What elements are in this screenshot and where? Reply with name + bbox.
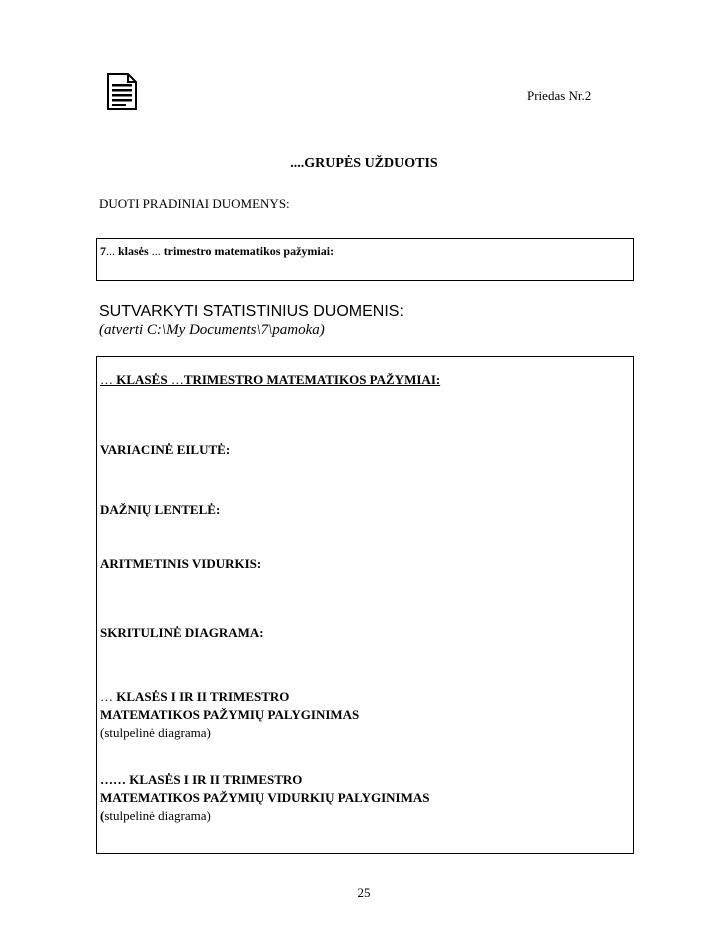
- appendix-label: Priedas Nr.2: [527, 88, 592, 103]
- section-grades: … KLASĖS …TRIMESTRO MATEMATIKOS PAŽYMIAI:: [100, 372, 441, 387]
- section-variation-series: VARIACINĖ EILUTĖ:: [100, 442, 231, 457]
- page-number: 25: [357, 885, 371, 900]
- section-pie-chart: SKRITULINĖ DIAGRAMA:: [100, 625, 264, 640]
- section-mean-comparison: …… KLASĖS I IR II TRIMESTRO MATEMATIKOS PAŽYMIŲ VIDURKIŲ PALYGINIMAS (stulpelinė diagrama): [100, 772, 430, 823]
- section-grades-comparison: … KLASĖS I IR II TRIMESTRO MATEMATIKOS PAŽYMIŲ PALYGINIMAS (stulpelinė diagrama): [100, 689, 360, 740]
- section-frequency-table: DAŽNIŲ LENTELĖ:: [100, 502, 221, 517]
- section-arithmetic-mean: ARITMETINIS VIDURKIS:: [100, 556, 262, 571]
- page-title: ....GRUPĖS UŽDUOTIS: [290, 156, 438, 171]
- given-data-text: 7... klasės ... trimestro matematikos pažymiai:: [100, 244, 335, 258]
- organize-heading: SUTVARKYTI STATISTINIUS DUOMENIS:: [99, 303, 404, 320]
- folder-path: (atverti C:\My Documents\7\pamoka): [99, 322, 325, 338]
- document-icon: [107, 73, 137, 110]
- given-data-label: DUOTI PRADINIAI DUOMENYS:: [99, 196, 290, 211]
